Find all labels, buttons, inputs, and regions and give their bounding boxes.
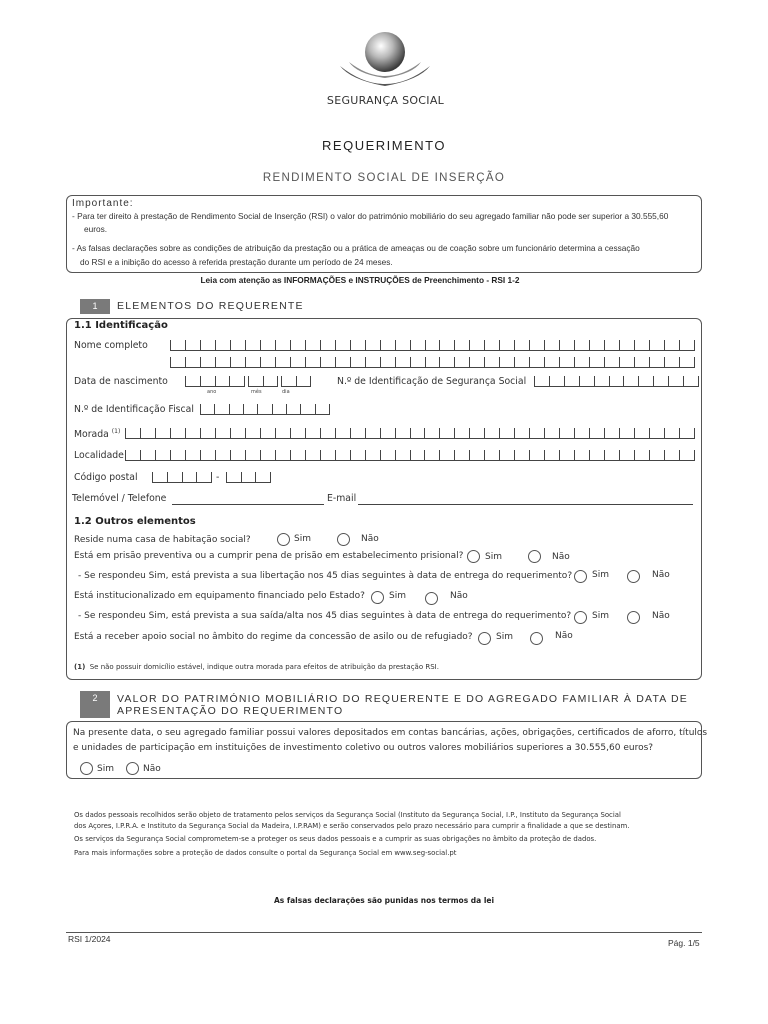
comb-tick: [125, 428, 126, 438]
comb-tick: [335, 340, 336, 350]
comb-tick: [649, 340, 650, 350]
comb-tick: [649, 428, 650, 438]
comb-tick: [425, 340, 426, 350]
postal-code-field-1[interactable]: [152, 472, 212, 483]
discharge-sim-radio[interactable]: [574, 611, 587, 624]
logo-text: SEGURANÇA SOCIAL: [326, 94, 445, 107]
comb-tick: [315, 404, 316, 414]
nao-label: Não: [552, 552, 570, 562]
comb-tick: [410, 340, 411, 350]
niss-label: N.º de Identificação de Segurança Social: [337, 376, 527, 387]
nao-label: Não: [450, 591, 468, 601]
comb-tick: [257, 404, 258, 414]
comb-tick: [185, 357, 186, 367]
section-1-number: 1: [80, 299, 110, 314]
comb-tick: [559, 357, 560, 367]
comb-tick: [196, 472, 197, 482]
instructions-note: Leia com atenção as INFORMAÇÕES e INSTRUÇÕES de Preenchimento - RSI 1-2: [200, 275, 520, 285]
comb-tick: [410, 428, 411, 438]
comb-tick: [365, 340, 366, 350]
comb-tick: [469, 428, 470, 438]
comb-tick: [155, 450, 156, 460]
comb-tick: [439, 428, 440, 438]
comb-tick: [230, 357, 231, 367]
comb-tick: [664, 357, 665, 367]
sim-label: Sim: [496, 632, 513, 642]
comb-tick: [350, 357, 351, 367]
comb-tick: [439, 340, 440, 350]
asylum-sim-radio[interactable]: [478, 632, 491, 645]
comb-tick: [514, 428, 515, 438]
comb-tick: [211, 472, 212, 482]
section-1-title: ELEMENTOS DO REQUERENTE: [117, 300, 304, 312]
comb-tick: [152, 472, 153, 482]
comb-tick: [229, 404, 230, 414]
comb-tick: [679, 357, 680, 367]
comb-tick: [589, 450, 590, 460]
comb-tick: [589, 340, 590, 350]
comb-tick: [395, 340, 396, 350]
address-label: Morada $^{(1)}$: [74, 428, 121, 441]
full-name-field-1[interactable]: [170, 340, 695, 351]
institution-sim-radio[interactable]: [371, 591, 384, 604]
comb-tick: [290, 428, 291, 438]
comb-tick: [395, 428, 396, 438]
nif-field[interactable]: [200, 404, 330, 415]
assets-question-line-1: Na presente data, o seu agregado familiar possui valores depositados em contas bancárias, ações, obrigações, certificados de aforro, títulos: [73, 728, 708, 738]
comb-tick: [215, 428, 216, 438]
section-2-title-line-2: APRESENTAÇÃO DO REQUERIMENTO: [117, 705, 344, 717]
comb-tick: [277, 376, 278, 386]
comb-tick: [634, 428, 635, 438]
social-housing-nao-radio[interactable]: [337, 533, 350, 546]
comb-tick: [170, 428, 171, 438]
comb-tick: [200, 357, 201, 367]
niss-field[interactable]: [534, 376, 699, 387]
comb-tick: [549, 376, 550, 386]
comb-tick: [155, 428, 156, 438]
question-institution: Está institucionalizado em equipamento financiado pelo Estado?: [74, 591, 365, 601]
comb-tick: [623, 376, 624, 386]
comb-tick: [609, 376, 610, 386]
footnote-mark: (1): [74, 663, 86, 671]
comb-tick: [335, 428, 336, 438]
comb-tick: [544, 450, 545, 460]
comb-tick: [215, 357, 216, 367]
comb-tick: [679, 428, 680, 438]
comb-tick: [260, 357, 261, 367]
comb-tick: [215, 450, 216, 460]
month-caption: mês: [251, 389, 262, 395]
comb-tick: [529, 340, 530, 350]
comb-tick: [182, 472, 183, 482]
comb-tick: [260, 428, 261, 438]
locality-label: Localidade: [74, 450, 124, 461]
important-line-2: - As falsas declarações sobre as condições de atribuição da prestação ou a prática de ameaças ou de coação sobre um funcionário determina a cessação: [72, 243, 640, 253]
comb-tick: [140, 428, 141, 438]
comb-tick: [664, 340, 665, 350]
postal-code-label: Código postal: [74, 472, 138, 483]
privacy-line-4: Para mais informações sobre a proteção de dados consulte o portal da Segurança Social em www.seg-social.pt: [74, 849, 457, 857]
comb-tick: [410, 450, 411, 460]
comb-tick: [619, 450, 620, 460]
important-line-2b: do RSI e a inibição do acesso à referida prestação durante um período de 24 meses.: [80, 257, 393, 267]
comb-tick: [679, 450, 680, 460]
comb-tick: [125, 450, 126, 460]
comb-tick: [241, 472, 242, 482]
comb-tick: [664, 428, 665, 438]
nao-label: Não: [555, 631, 573, 641]
comb-tick: [200, 404, 201, 414]
comb-tick: [260, 450, 261, 460]
nao-label: Não: [652, 611, 670, 621]
institution-nao-radio[interactable]: [425, 592, 438, 605]
comb-tick: [694, 428, 695, 438]
comb-tick: [484, 450, 485, 460]
comb-tick: [140, 450, 141, 460]
comb-tick: [350, 428, 351, 438]
comb-tick: [574, 340, 575, 350]
form-code: RSI 1/2024: [68, 934, 111, 944]
comb-tick: [167, 472, 168, 482]
comb-tick: [244, 376, 245, 386]
seguranca-social-logo-icon: [335, 30, 435, 92]
comb-tick: [230, 428, 231, 438]
comb-tick: [604, 428, 605, 438]
comb-tick: [484, 357, 485, 367]
comb-tick: [275, 340, 276, 350]
full-name-label: Nome completo: [74, 340, 148, 351]
footer-divider: [66, 932, 702, 933]
comb-tick: [270, 472, 271, 482]
comb-tick: [634, 340, 635, 350]
comb-tick: [329, 404, 330, 414]
comb-tick: [335, 450, 336, 460]
comb-tick: [589, 357, 590, 367]
comb-tick: [320, 428, 321, 438]
comb-tick: [275, 450, 276, 460]
comb-tick: [454, 357, 455, 367]
comb-tick: [634, 450, 635, 460]
postal-code-dash: -: [216, 472, 220, 483]
prison-sim-radio[interactable]: [467, 550, 480, 563]
sim-label: Sim: [592, 570, 609, 580]
comb-tick: [514, 450, 515, 460]
comb-tick: [200, 428, 201, 438]
assets-sim-radio[interactable]: [80, 762, 93, 775]
discharge-nao-radio[interactable]: [627, 611, 640, 624]
phone-label: Telemóvel / Telefone: [72, 493, 167, 504]
nao-label: Não: [361, 534, 379, 544]
comb-tick: [544, 340, 545, 350]
comb-tick: [499, 340, 500, 350]
comb-tick: [296, 376, 297, 386]
footnote: (1) Se não possuir domicílio estável, indique outra morada para efeitos de atribuição da prestação RSI.: [74, 663, 439, 671]
question-discharge: - Se respondeu Sim, está prevista a sua saída/alta nos 45 dias seguintes à data de entrega do requerimento?: [78, 611, 572, 621]
birth-day-field[interactable]: [281, 376, 311, 387]
page-subtitle: RENDIMENTO SOCIAL DE INSERÇÃO: [262, 172, 506, 184]
comb-tick: [281, 376, 282, 386]
comb-tick: [564, 376, 565, 386]
comb-tick: [604, 357, 605, 367]
comb-tick: [638, 376, 639, 386]
comb-tick: [320, 450, 321, 460]
page-title: REQUERIMENTO: [322, 138, 446, 153]
asylum-nao-radio[interactable]: [530, 632, 543, 645]
comb-tick: [694, 340, 695, 350]
comb-tick: [619, 340, 620, 350]
comb-tick: [185, 340, 186, 350]
comb-tick: [395, 450, 396, 460]
comb-tick: [594, 376, 595, 386]
comb-tick: [484, 428, 485, 438]
comb-tick: [170, 357, 171, 367]
comb-tick: [200, 340, 201, 350]
comb-tick: [559, 428, 560, 438]
privacy-line-1: Os dados pessoais recolhidos serão objeto de tratamento pelos serviços da Segurança Social (Instituto da Segurança Social, I.P., Instituto da Segurança Social: [74, 811, 621, 819]
comb-tick: [529, 450, 530, 460]
comb-tick: [604, 340, 605, 350]
comb-tick: [243, 404, 244, 414]
comb-tick: [215, 376, 216, 386]
other-elements-heading: 1.2 Outros elementos: [74, 516, 196, 527]
comb-tick: [214, 404, 215, 414]
comb-tick: [185, 450, 186, 460]
comb-tick: [380, 340, 381, 350]
comb-tick: [395, 357, 396, 367]
full-name-field-2[interactable]: [170, 357, 695, 368]
comb-tick: [499, 450, 500, 460]
comb-tick: [185, 376, 186, 386]
sim-label: Sim: [485, 552, 502, 562]
comb-tick: [380, 428, 381, 438]
comb-tick: [215, 340, 216, 350]
comb-tick: [514, 357, 515, 367]
section-2-number: 2: [80, 691, 110, 718]
comb-tick: [529, 428, 530, 438]
sim-label: Sim: [592, 611, 609, 621]
year-caption: ano: [207, 389, 217, 395]
comb-tick: [589, 428, 590, 438]
comb-tick: [484, 340, 485, 350]
comb-tick: [649, 357, 650, 367]
false-declarations-warning: As falsas declarações são punidas nos termos da lei: [273, 896, 495, 905]
assets-nao-radio[interactable]: [126, 762, 139, 775]
comb-tick: [649, 450, 650, 460]
comb-tick: [559, 450, 560, 460]
comb-tick: [305, 340, 306, 350]
comb-tick: [380, 357, 381, 367]
important-line-1: - Para ter direito à prestação de Rendimento Social de Inserção (RSI) o valor do património mobiliário do seu agregado familiar não pode ser superior a 30.555,60: [72, 211, 669, 221]
comb-tick: [469, 357, 470, 367]
comb-tick: [305, 450, 306, 460]
comb-tick: [275, 428, 276, 438]
comb-tick: [365, 450, 366, 460]
comb-tick: [230, 450, 231, 460]
important-line-1b: euros.: [84, 224, 108, 234]
identification-heading: 1.1 Identificação: [74, 320, 168, 331]
comb-tick: [544, 357, 545, 367]
comb-tick: [664, 450, 665, 460]
comb-tick: [380, 450, 381, 460]
birth-year-field[interactable]: [185, 376, 245, 387]
question-prison: Está em prisão preventiva ou a cumprir pena de prisão em estabelecimento prisional?: [74, 551, 464, 561]
day-caption: dia: [282, 389, 290, 395]
comb-tick: [559, 340, 560, 350]
privacy-line-3: Os serviços da Segurança Social comprometem-se a proteger os seus dados pessoais e a cumprir as suas obrigações no âmbito da proteção de dados.: [74, 835, 597, 843]
comb-tick: [200, 376, 201, 386]
comb-tick: [230, 340, 231, 350]
comb-tick: [365, 428, 366, 438]
comb-tick: [245, 340, 246, 350]
question-asylum: Está a receber apoio social no âmbito do regime da concessão de asilo ou de refugiado?: [74, 632, 473, 642]
phone-field[interactable]: [172, 504, 324, 505]
comb-tick: [425, 357, 426, 367]
comb-tick: [439, 450, 440, 460]
comb-tick: [260, 340, 261, 350]
question-release: - Se respondeu Sim, está prevista a sua libertação nos 45 dias seguintes à data de entrega do requerimento?: [78, 571, 573, 581]
question-social-housing: Reside numa casa de habitação social?: [74, 535, 251, 545]
comb-tick: [694, 450, 695, 460]
comb-tick: [698, 376, 699, 386]
birth-month-field[interactable]: [248, 376, 278, 387]
comb-tick: [499, 357, 500, 367]
comb-tick: [454, 450, 455, 460]
comb-tick: [248, 376, 249, 386]
assets-question-line-2: e unidades de participação em instituições de investimento coletivo ou outros valores mobiliários superiores a 30.555,60 euros?: [73, 743, 654, 753]
comb-tick: [619, 357, 620, 367]
comb-tick: [634, 357, 635, 367]
comb-tick: [350, 450, 351, 460]
comb-tick: [170, 450, 171, 460]
section-2-title-line-1: VALOR DO PATRIMÓNIO MOBILIÁRIO DO REQUERENTE E DO AGREGADO FAMILIAR À DATA DE: [117, 693, 689, 705]
comb-tick: [439, 357, 440, 367]
address-field[interactable]: [125, 428, 695, 439]
sim-label: Sim: [294, 534, 311, 544]
comb-tick: [305, 428, 306, 438]
release-nao-radio[interactable]: [627, 570, 640, 583]
comb-tick: [619, 428, 620, 438]
comb-tick: [574, 450, 575, 460]
comb-tick: [410, 357, 411, 367]
comb-tick: [683, 376, 684, 386]
comb-tick: [335, 357, 336, 367]
comb-tick: [574, 428, 575, 438]
comb-tick: [668, 376, 669, 386]
comb-tick: [185, 428, 186, 438]
nif-label: N.º de Identificação Fiscal: [74, 404, 194, 415]
sim-label: Sim: [389, 591, 406, 601]
sim-label: Sim: [97, 764, 114, 774]
comb-tick: [290, 450, 291, 460]
postal-code-field-2[interactable]: [226, 472, 271, 483]
comb-tick: [286, 404, 287, 414]
email-field[interactable]: [358, 504, 693, 505]
comb-tick: [200, 450, 201, 460]
comb-tick: [320, 340, 321, 350]
comb-tick: [544, 428, 545, 438]
comb-tick: [170, 340, 171, 350]
comb-tick: [469, 340, 470, 350]
comb-tick: [604, 450, 605, 460]
comb-tick: [290, 340, 291, 350]
comb-tick: [534, 376, 535, 386]
important-label: Importante:: [72, 198, 134, 209]
comb-tick: [653, 376, 654, 386]
comb-tick: [529, 357, 530, 367]
comb-tick: [245, 428, 246, 438]
email-label: E-mail: [327, 493, 357, 504]
comb-tick: [574, 357, 575, 367]
comb-tick: [365, 357, 366, 367]
comb-tick: [499, 428, 500, 438]
comb-tick: [694, 357, 695, 367]
comb-tick: [255, 472, 256, 482]
birth-date-label: Data de nascimento: [74, 376, 168, 387]
locality-field[interactable]: [125, 450, 695, 461]
comb-tick: [263, 376, 264, 386]
comb-tick: [350, 340, 351, 350]
comb-tick: [469, 450, 470, 460]
comb-tick: [514, 340, 515, 350]
comb-tick: [454, 428, 455, 438]
address-footnote-mark: (1): [111, 428, 121, 435]
comb-tick: [424, 450, 425, 460]
comb-tick: [229, 376, 230, 386]
comb-tick: [290, 357, 291, 367]
comb-tick: [300, 404, 301, 414]
comb-tick: [226, 472, 227, 482]
comb-tick: [424, 428, 425, 438]
privacy-line-2: dos Açores, I.P.R.A. e Instituto da Segurança Social da Madeira, I.P.RAM) e serão conservados pelo prazo necessário para cumprir a finalidade a que se destinam.: [74, 822, 630, 830]
comb-tick: [320, 357, 321, 367]
comb-tick: [310, 376, 311, 386]
comb-tick: [272, 404, 273, 414]
comb-tick: [245, 357, 246, 367]
comb-tick: [305, 357, 306, 367]
prison-nao-radio[interactable]: [528, 550, 541, 563]
nao-label: Não: [652, 570, 670, 580]
comb-tick: [245, 450, 246, 460]
comb-tick: [679, 340, 680, 350]
comb-tick: [579, 376, 580, 386]
page-number: Pág. 1/5: [668, 938, 700, 948]
social-housing-sim-radio[interactable]: [277, 533, 290, 546]
nao-label: Não: [143, 764, 161, 774]
comb-tick: [454, 340, 455, 350]
release-sim-radio[interactable]: [574, 570, 587, 583]
comb-tick: [275, 357, 276, 367]
